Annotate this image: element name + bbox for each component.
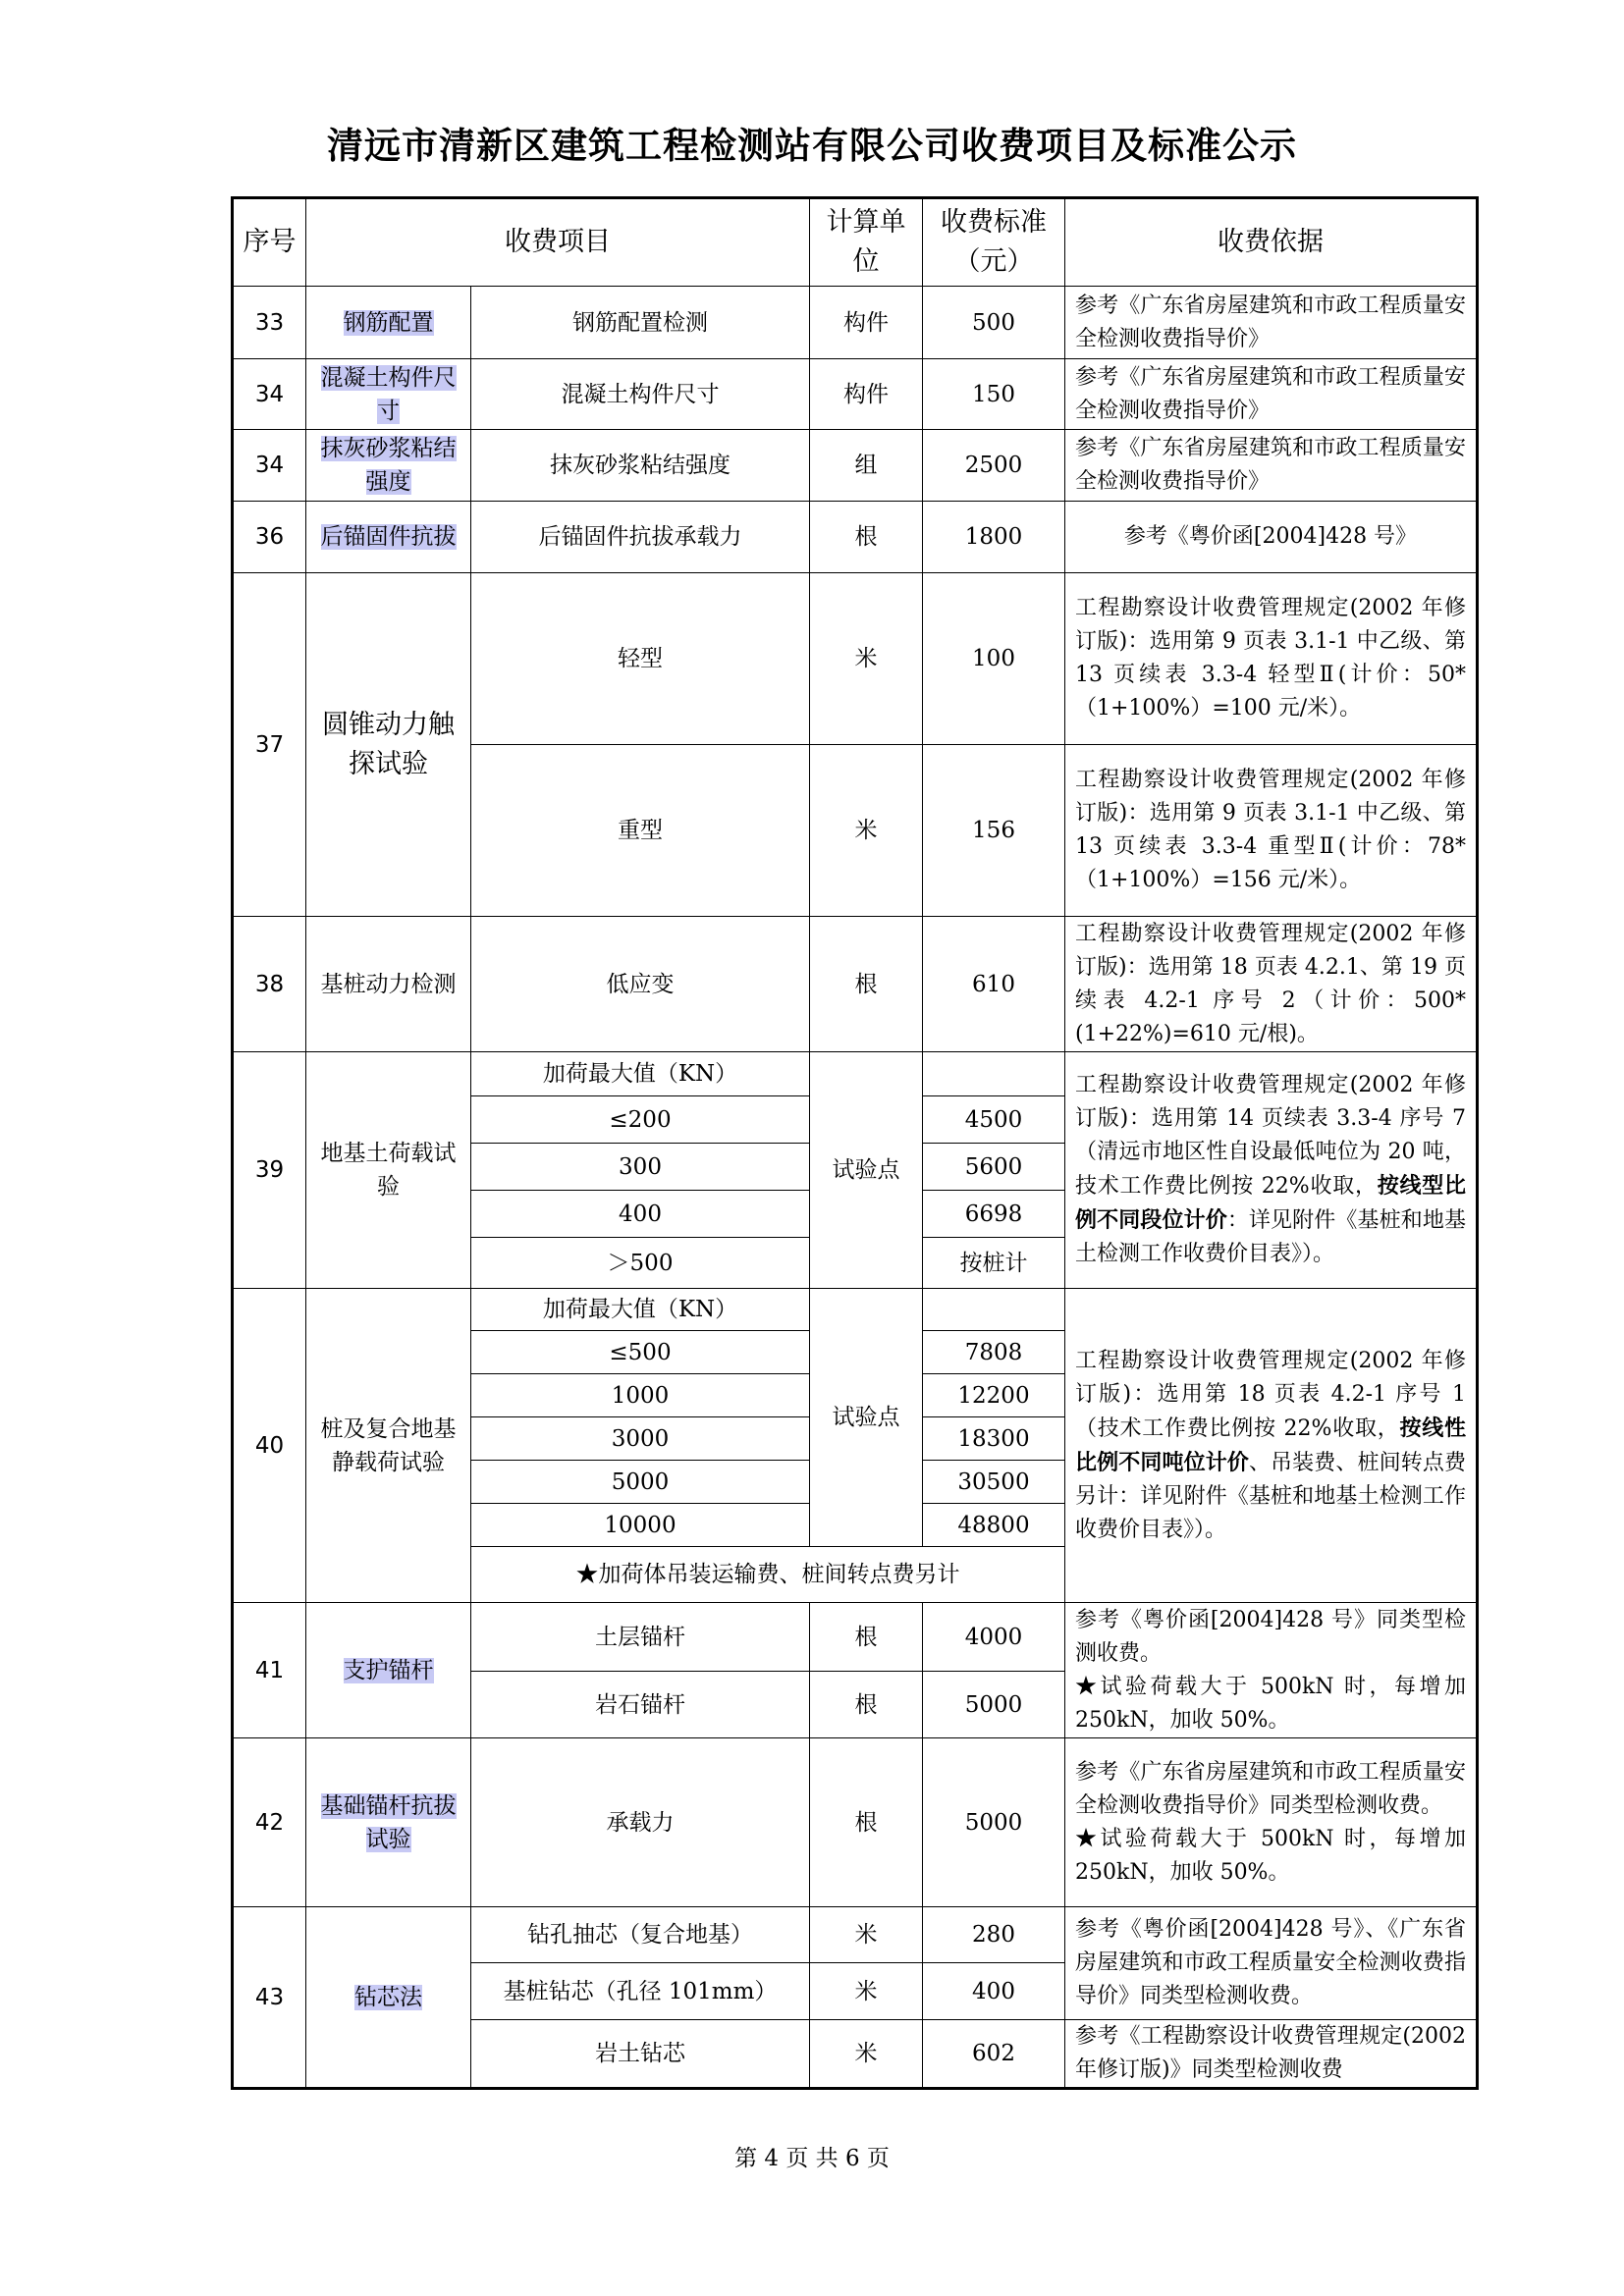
header-basis: 收费依据 <box>1065 198 1478 287</box>
row-seq: 38 <box>233 917 306 1052</box>
row-basis: 参考《工程勘察设计收费管理规定(2002 年修订版)》同类型检测收费 <box>1065 2020 1478 2089</box>
row-load: ＞500 <box>471 1238 810 1289</box>
table-row <box>233 1738 1478 1907</box>
row-price: 610 <box>923 917 1065 1052</box>
load-header: 加荷最大值（KN） <box>471 1289 810 1331</box>
table-row <box>233 359 1478 430</box>
row-basis: 参考《广东省房屋建筑和市政工程质量安全检测收费指导价》 <box>1065 287 1478 359</box>
table-row <box>233 1052 1478 1096</box>
row-category <box>306 1738 471 1907</box>
row-price: 602 <box>923 2020 1065 2089</box>
row-basis: 参考《广东省房屋建筑和市政工程质量安全检测收费指导价》同类型检测收费。 ★试验荷载大于 500kN 时，每增加 250kN，加收 50%。 <box>1065 1738 1478 1907</box>
row-basis: 工程勘察设计收费管理规定(2002 年修订版)：选用第 18 页表 4.2-1 序号 1（技术工作费比例按 22%收取，按线性比例不同吨位计价、吊装费、桩间转点费另计：详见附件《基桩和地基土检测工作收费价目表》）。 <box>1065 1289 1478 1603</box>
row-price: 5000 <box>923 1672 1065 1738</box>
row-seq: 34 <box>233 430 306 502</box>
row-price: 4000 <box>923 1603 1065 1672</box>
row-basis: 参考《粤价函[2004]428 号》、《广东省房屋建筑和市政工程质量安全检测收费指导价》同类型检测收费。 <box>1065 1907 1478 2020</box>
row-price <box>923 1289 1065 1331</box>
row-item: 重型 <box>471 745 810 917</box>
row-category <box>306 1907 471 2089</box>
row-basis: 参考《粤价函[2004]428 号》同类型检测收费。 ★试验荷载大于 500kN 时，每增加 250kN，加收 50%。 <box>1065 1603 1478 1738</box>
row-unit: 根 <box>810 1738 923 1907</box>
row-unit: 根 <box>810 502 923 573</box>
row-seq: 37 <box>233 573 306 917</box>
row-load: 10000 <box>471 1504 810 1547</box>
row-unit: 构件 <box>810 287 923 359</box>
row-item: 钻孔抽芯（复合地基） <box>471 1907 810 1963</box>
table-row <box>233 287 1478 359</box>
table-row <box>233 1603 1478 1672</box>
row-price: 按桩计 <box>923 1238 1065 1289</box>
row-seq: 40 <box>233 1289 306 1603</box>
row-basis: 参考《粤价函[2004]428 号》 <box>1065 502 1478 573</box>
row-price: 280 <box>923 1907 1065 1963</box>
row-price: 5000 <box>923 1738 1065 1907</box>
row-price: 48800 <box>923 1504 1065 1547</box>
row-note: ★加荷体吊装运输费、桩间转点费另计 <box>471 1547 1065 1603</box>
row-load: ≤500 <box>471 1331 810 1374</box>
row-price: 100 <box>923 573 1065 745</box>
row-unit: 米 <box>810 573 923 745</box>
row-seq: 43 <box>233 1907 306 2089</box>
highlighted-category: 混凝土构件尺寸 <box>320 364 457 424</box>
row-unit: 米 <box>810 1907 923 1963</box>
row-seq: 41 <box>233 1603 306 1738</box>
row-price: 7808 <box>923 1331 1065 1374</box>
row-seq: 42 <box>233 1738 306 1907</box>
row-basis: 参考《广东省房屋建筑和市政工程质量安全检测收费指导价》 <box>1065 430 1478 502</box>
row-item: 后锚固件抗拔承载力 <box>471 502 810 573</box>
row-basis: 工程勘察设计收费管理规定(2002 年修订版)：选用第 9 页表 3.1-1 中乙级、第 13 页续表 3.3-4 重型Ⅱ(计价：78*（1+100%）=156 元/米）。 <box>1065 745 1478 917</box>
row-basis: 参考《广东省房屋建筑和市政工程质量安全检测收费指导价》 <box>1065 359 1478 430</box>
row-price: 18300 <box>923 1417 1065 1461</box>
row-load: 3000 <box>471 1417 810 1461</box>
row-item: 抹灰砂浆粘结强度 <box>471 430 810 502</box>
row-item: 低应变 <box>471 917 810 1052</box>
row-basis: 工程勘察设计收费管理规定(2002 年修订版)：选用第 14 页续表 3.3-4 序号 7（清远市地区性自设最低吨位为 20 吨，技术工作费比例按 22%收取，按线型比例不同段位计价：详见附件《基桩和地基土检测工作收费价目表》）。 <box>1065 1052 1478 1289</box>
row-unit: 组 <box>810 430 923 502</box>
row-unit: 试验点 <box>810 1052 923 1289</box>
row-unit: 构件 <box>810 359 923 430</box>
row-load: ≤200 <box>471 1096 810 1144</box>
row-load: 400 <box>471 1191 810 1238</box>
row-price: 5600 <box>923 1144 1065 1191</box>
row-category: 地基土荷载试验 <box>306 1052 471 1289</box>
table-row <box>233 573 1478 745</box>
row-unit: 根 <box>810 917 923 1052</box>
row-seq: 39 <box>233 1052 306 1289</box>
row-unit: 根 <box>810 1672 923 1738</box>
row-unit: 米 <box>810 745 923 917</box>
row-item: 轻型 <box>471 573 810 745</box>
highlighted-category: 钻芯法 <box>354 1984 422 2010</box>
row-price: 500 <box>923 287 1065 359</box>
row-category: 圆锥动力触探试验 <box>306 573 471 917</box>
row-price: 4500 <box>923 1096 1065 1144</box>
row-category: 桩及复合地基静载荷试验 <box>306 1289 471 1603</box>
row-category <box>306 1603 471 1738</box>
row-category <box>306 287 471 359</box>
row-item: 承载力 <box>471 1738 810 1907</box>
row-item: 土层锚杆 <box>471 1603 810 1672</box>
row-price: 150 <box>923 359 1065 430</box>
load-header: 加荷最大值（KN） <box>471 1052 810 1096</box>
table-row <box>233 1289 1478 1331</box>
row-load: 5000 <box>471 1461 810 1504</box>
table-row <box>233 430 1478 502</box>
header-seq: 序号 <box>233 198 306 287</box>
row-category: 基桩动力检测 <box>306 917 471 1052</box>
page-title: 清远市清新区建筑工程检测站有限公司收费项目及标准公示 <box>327 125 1297 167</box>
highlighted-category: 钢筋配置 <box>343 309 434 336</box>
table-header-row <box>233 198 1478 287</box>
header-item: 收费项目 <box>306 198 810 287</box>
highlighted-category: 后锚固件抗拔 <box>320 524 457 550</box>
row-item: 混凝土构件尺寸 <box>471 359 810 430</box>
highlighted-category: 支护锚杆 <box>343 1657 434 1683</box>
row-price: 156 <box>923 745 1065 917</box>
row-seq: 33 <box>233 287 306 359</box>
row-unit: 米 <box>810 2020 923 2089</box>
fee-table <box>231 196 1479 2090</box>
row-item: 钢筋配置检测 <box>471 287 810 359</box>
row-price: 1800 <box>923 502 1065 573</box>
row-basis: 工程勘察设计收费管理规定(2002 年修订版)：选用第 18 页表 4.2.1、第 19 页续表 4.2-1 序号 2（计价：500*(1+22%)=610 元/根)。 <box>1065 917 1478 1052</box>
row-unit: 根 <box>810 1603 923 1672</box>
row-price: 400 <box>923 1963 1065 2020</box>
row-unit: 米 <box>810 1963 923 2020</box>
highlighted-category: 抹灰砂浆粘结强度 <box>320 436 457 495</box>
header-unit: 计算单位 <box>810 198 923 287</box>
row-item: 基桩钻芯（孔径 101mm） <box>471 1963 810 2020</box>
table-row <box>233 502 1478 573</box>
row-category <box>306 502 471 573</box>
row-item: 岩石锚杆 <box>471 1672 810 1738</box>
page-footer: 第 4 页 共 6 页 <box>734 2146 890 2171</box>
table-row <box>233 1907 1478 1963</box>
row-price: 30500 <box>923 1461 1065 1504</box>
row-category <box>306 359 471 430</box>
row-load: 300 <box>471 1144 810 1191</box>
row-price: 6698 <box>923 1191 1065 1238</box>
row-price <box>923 1052 1065 1096</box>
row-category <box>306 430 471 502</box>
row-seq: 34 <box>233 359 306 430</box>
table-row <box>233 917 1478 1052</box>
row-price: 12200 <box>923 1374 1065 1417</box>
row-seq: 36 <box>233 502 306 573</box>
row-unit: 试验点 <box>810 1289 923 1547</box>
row-basis: 工程勘察设计收费管理规定(2002 年修订版)：选用第 9 页表 3.1-1 中乙级、第 13 页续表 3.3-4 轻型Ⅱ(计价：50*（1+100%）=100 元/米）。 <box>1065 573 1478 745</box>
row-load: 1000 <box>471 1374 810 1417</box>
row-item: 岩土钻芯 <box>471 2020 810 2089</box>
header-price: 收费标准（元） <box>923 198 1065 287</box>
row-price: 2500 <box>923 430 1065 502</box>
highlighted-category: 基础锚杆抗拔试验 <box>320 1792 457 1852</box>
